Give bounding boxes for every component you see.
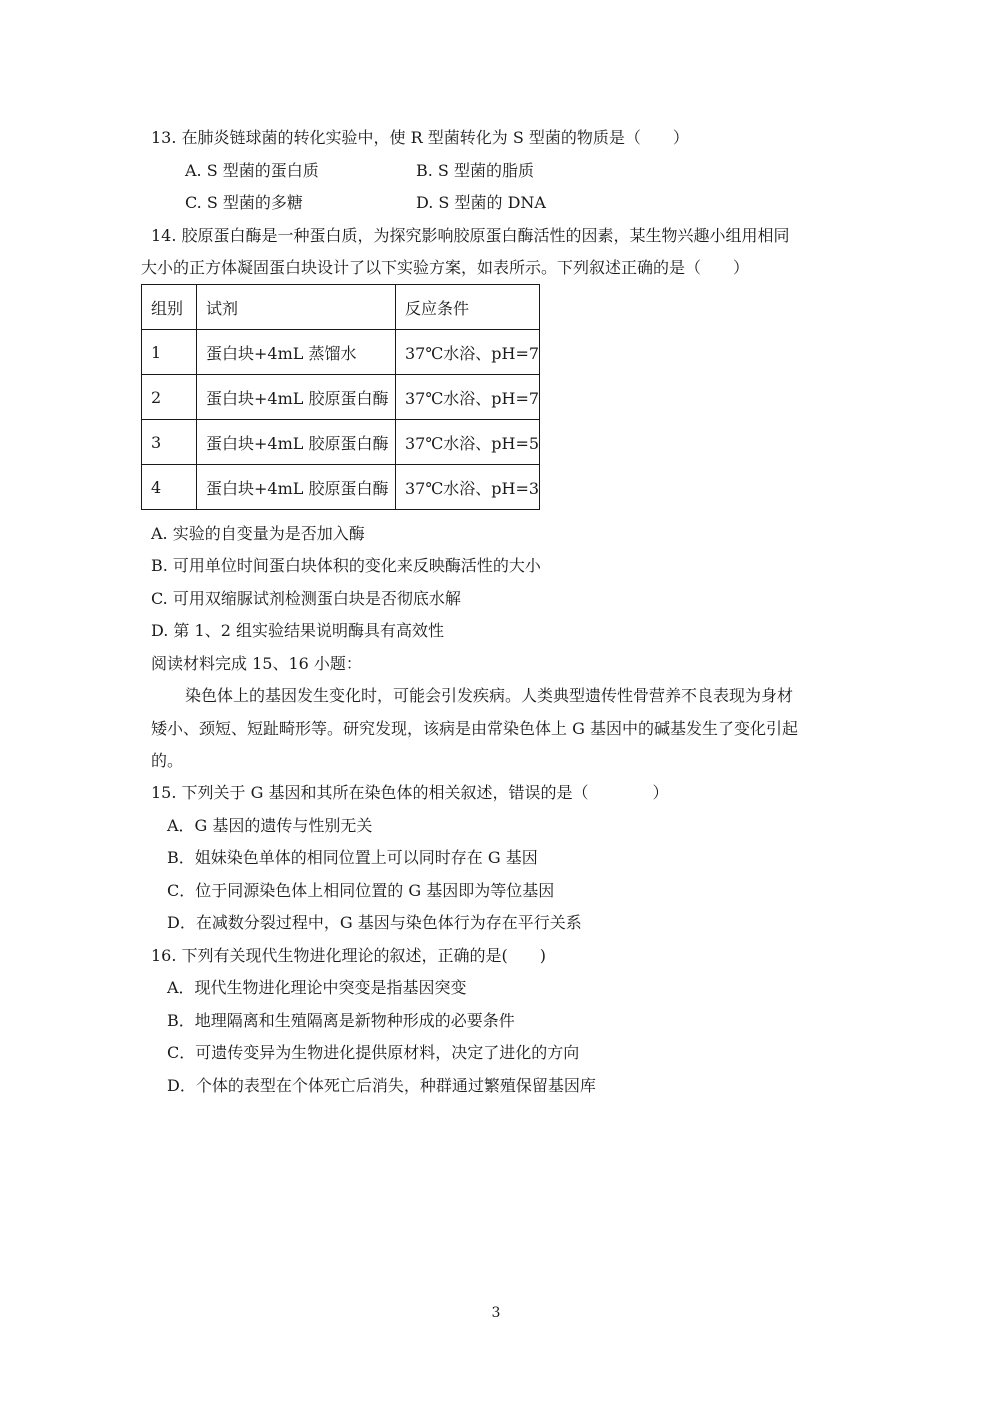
reading-paragraph-line1: 染色体上的基因发生变化时，可能会引发疾病。人类典型遗传性骨营养不良表现为身材 bbox=[185, 686, 794, 705]
table-row bbox=[142, 330, 540, 375]
reading-intro: 阅读材料完成 15、16 小题： bbox=[151, 654, 362, 673]
reading-paragraph-line2: 矮小、颈短、短趾畸形等。研究发现，该病是由常染色体上 G 基因中的碱基发生了变化引起 bbox=[151, 719, 798, 738]
table-header-cell: 试剂 bbox=[197, 285, 396, 330]
q15-option-d: D．在减数分裂过程中，G 基因与染色体行为存在平行关系 bbox=[167, 913, 582, 932]
q15-option-b: B．姐妹染色单体的相同位置上可以同时存在 G 基因 bbox=[167, 848, 538, 867]
q16-option-a: A．现代生物进化理论中突变是指基因突变 bbox=[167, 978, 467, 997]
q14-option-d: D. 第 1、2 组实验结果说明酶具有高效性 bbox=[151, 621, 444, 640]
table-cell: 蛋白块+4mL 胶原蛋白酶 bbox=[197, 375, 396, 420]
q16-option-d: D．个体的表型在个体死亡后消失，种群通过繁殖保留基因库 bbox=[167, 1076, 596, 1095]
table-cell: 37℃水浴、pH=3 bbox=[396, 465, 540, 510]
q13-option-d: D. S 型菌的 DNA bbox=[416, 193, 546, 212]
table-cell: 37℃水浴、pH=7 bbox=[396, 375, 540, 420]
experiment-table bbox=[141, 284, 540, 510]
table-cell: 2 bbox=[142, 375, 197, 420]
q16-stem: 16. 下列有关现代生物进化理论的叙述，正确的是( ) bbox=[151, 946, 547, 965]
q14-stem-line2: 大小的正方体凝固蛋白块设计了以下实验方案，如表所示。下列叙述正确的是（ ） bbox=[141, 258, 750, 277]
table-cell: 4 bbox=[142, 465, 197, 510]
table-header-cell: 组别 bbox=[142, 285, 197, 330]
q14-option-a: A. 实验的自变量为是否加入酶 bbox=[151, 524, 365, 543]
table-cell: 1 bbox=[142, 330, 197, 375]
q14-option-c: C. 可用双缩脲试剂检测蛋白块是否彻底水解 bbox=[151, 589, 461, 608]
q15-option-a: A．G 基因的遗传与性别无关 bbox=[167, 816, 373, 835]
q16-option-b: B．地理隔离和生殖隔离是新物种形成的必要条件 bbox=[167, 1011, 515, 1030]
q15-stem: 15. 下列关于 G 基因和其所在染色体的相关叙述，错误的是（ ） bbox=[151, 783, 669, 802]
table-cell: 蛋白块+4mL 胶原蛋白酶 bbox=[197, 420, 396, 465]
q13-option-b: B. S 型菌的脂质 bbox=[416, 161, 534, 180]
table-header-row bbox=[142, 285, 540, 330]
table-cell: 3 bbox=[142, 420, 197, 465]
q14-option-b: B. 可用单位时间蛋白块体积的变化来反映酶活性的大小 bbox=[151, 556, 541, 575]
table-cell: 蛋白块+4mL 蒸馏水 bbox=[197, 330, 396, 375]
table-row bbox=[142, 420, 540, 465]
q16-option-c: C．可遗传变异为生物进化提供原材料，决定了进化的方向 bbox=[167, 1043, 580, 1062]
q13-stem: 13. 在肺炎链球菌的转化实验中，使 R 型菌转化为 S 型菌的物质是（ ） bbox=[151, 128, 689, 147]
table-header-cell: 反应条件 bbox=[396, 285, 540, 330]
q14-stem-line1: 14. 胶原蛋白酶是一种蛋白质，为探究影响胶原蛋白酶活性的因素，某生物兴趣小组用相同 bbox=[151, 226, 790, 245]
table-row bbox=[142, 375, 540, 420]
q13-option-a: A. S 型菌的蛋白质 bbox=[185, 161, 319, 180]
table-row bbox=[142, 465, 540, 510]
table-cell: 37℃水浴、pH=7 bbox=[396, 330, 540, 375]
reading-paragraph-line3: 的。 bbox=[151, 751, 184, 770]
table-cell: 蛋白块+4mL 胶原蛋白酶 bbox=[197, 465, 396, 510]
q15-option-c: C．位于同源染色体上相同位置的 G 基因即为等位基因 bbox=[167, 881, 555, 900]
q13-option-c: C. S 型菌的多糖 bbox=[185, 193, 303, 212]
page-number: 3 bbox=[491, 1305, 501, 1321]
table-cell: 37℃水浴、pH=5 bbox=[396, 420, 540, 465]
